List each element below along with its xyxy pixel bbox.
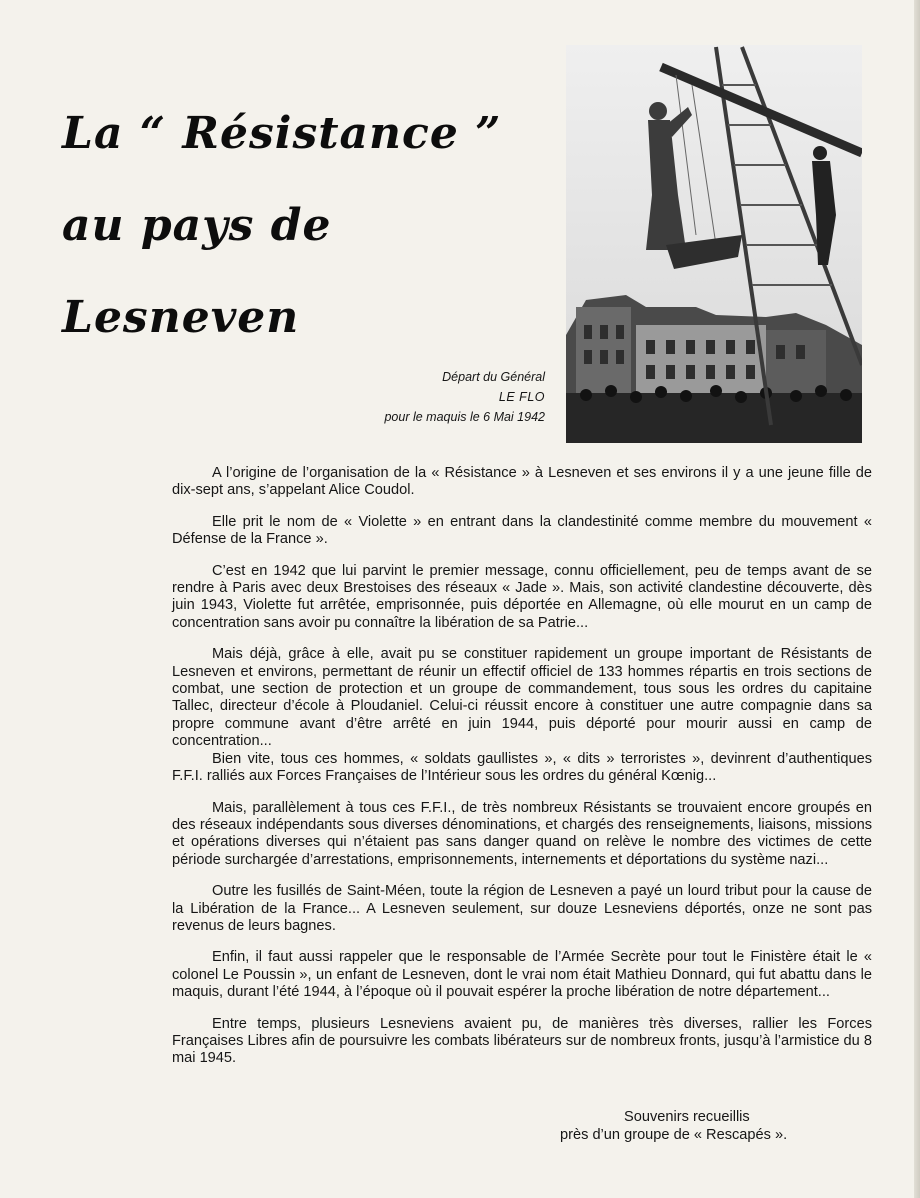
- title-line-1: La “ Résistance ”: [62, 108, 502, 159]
- signature: [560, 1108, 850, 1144]
- page-edge: [914, 0, 920, 1198]
- signature-line-1: Souvenirs recueillis: [624, 1109, 750, 1125]
- signature-line-2: près d’un groupe de « Rescapés ».: [560, 1127, 788, 1143]
- title-line-2: au pays de: [62, 200, 332, 251]
- photo-caption: [330, 367, 545, 427]
- paragraph-2: Elle prit le nom de « Violette » en entrant dans la clandestinité comme membre du mouvement « Défense de la France ».: [172, 513, 872, 548]
- paragraph-5: Bien vite, tous ces hommes, « soldats gaullistes », « dits » terroristes », devinrent d’authentiques F.F.I. ralliés aux Forces Françaises de l’Intérieur sous les ordres du général Kœnig...: [172, 750, 872, 785]
- paragraph-6: Mais, parallèlement à tous ces F.F.I., de très nombreux Résistants se trouvaient encore groupés en des réseaux indépendants sous diverses dénominations, et chargés des renseignements, liaisons, missions et opérations diverses qui n’étaient pas sans danger quand on relève le nombre des victimes de cette période surchargée d’arrestations, emprisonnements, internements et déportations du système nazi...: [172, 799, 872, 868]
- article-body: [172, 465, 872, 1082]
- paragraph-1: A l’origine de l’organisation de la « Résistance » à Lesneven et ses environs il y a une jeune fille de dix-sept ans, s’appelant Alice Coudol.: [172, 465, 872, 499]
- caption-line-2: pour le maquis le 6 Mai 1942: [384, 410, 545, 424]
- caption-prefix: Départ du Général: [442, 370, 545, 384]
- paragraph-7: Outre les fusillés de Saint-Méen, toute la région de Lesneven a payé un lourd tribut pour la cause de la Libération de la France... A Lesneven seulement, sur douze Lesneviens déportés, onze ne sont pas revenus de leurs bagnes.: [172, 883, 872, 934]
- paragraph-4: Mais déjà, grâce à elle, avait pu se constituer rapidement un groupe important de Résistants de Lesneven et environs, permettant de réunir un effectif officiel de 133 hommes répartis en trois sections de combat, une section de protection et un groupe de commandement, tous sous les ordres du capitaine Tallec, directeur d’école à Ploudaniel. Celui-ci réussit encore à constituer une autre compagnie dans sa propre commune avant d’être arrêté en juin 1944, puis déporté pour mourir aussi en camp de concentration...: [172, 646, 872, 750]
- paragraph-3: C’est en 1942 que lui parvint le premier message, connu officiellement, peu de temps avant de se rendre à Paris avec deux Brestoises des réseaux « Jade ». Mais, son activité clandestine découverte, dès juin 1943, Violette fut arrêtée, emprisonnée, puis déportée en Allemagne, où elle mourut en un camp de concentration sans avoir pu connaître la libération de sa Patrie...: [172, 562, 872, 631]
- paragraph-8: Enfin, il faut aussi rappeler que le responsable de l’Armée Secrète pour tout le Finistère était le « colonel Le Poussin », un enfant de Lesneven, dont le vrai nom était Mathieu Donnard, qui fut abattu dans le maquis, durant l’été 1944, à l’époque où il pouvait espérer la proche libération de notre département...: [172, 949, 872, 1001]
- paragraph-9: Entre temps, plusieurs Lesneviens avaient pu, de manières très diverses, rallier les Forces Françaises Libres afin de poursuivre les combats libérateurs sur de nombreux fronts, jusqu’à l’armistice du 8 mai 1945.: [172, 1015, 872, 1067]
- photo-illustration: [566, 45, 862, 443]
- title-line-3: Lesneven: [62, 292, 300, 343]
- caption-line-1: [330, 367, 545, 407]
- page-title: [62, 88, 532, 364]
- caption-name: LE FLO: [498, 390, 545, 404]
- photo-statue-removal: [566, 45, 862, 443]
